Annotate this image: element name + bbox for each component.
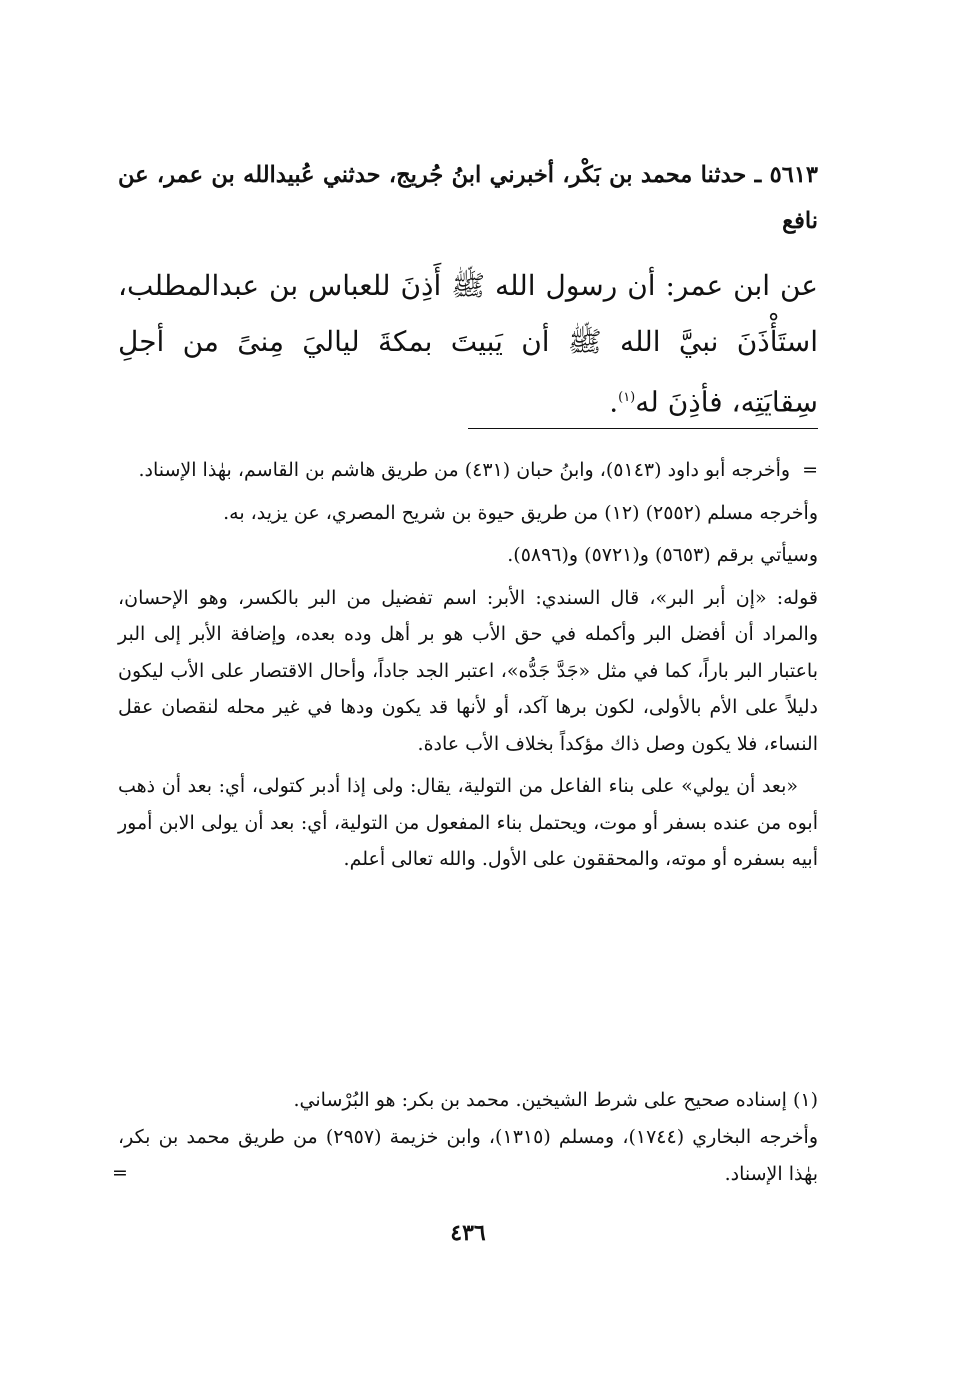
commentary-paragraph: وأخرجه مسلم (٢٥٥٢) (١٢) من طريق حيوة بن شريح المصري، عن يزيد، به. [223,501,818,524]
footnote-item: (١) إسناده صحيح على شرط الشيخين. محمد بن بكر: هو البُرْساني. [293,1089,818,1111]
footnotes [118,1082,818,1193]
matn-text: عن ابن عمر: أن رسول الله ﷺ أَذِنَ للعباس بن عبدالمطلب، استَأْذَنَ نبيَّ الله ﷺ أن يَبيتَ بمكةَ لياليَ مِنىً من أجلِ سِقايَتِه، فأذِنَ له [118,269,818,419]
continuation-mark: = [802,459,818,481]
commentary-paragraph: قوله: «إن أبر البر»، قال السندي: الأبر: اسم تفضيل من البر بالكسر، وهو الإحسان، والمراد أن أفضل البر وأكمله في حق الأب هو بر أهل وده بعده، وإضافة الأبر إلى البر باعتبار البر باراً، كما في مثل «جَدَّ جَدُّه»، اعتبر الجد جاداً، وأحال الاقتصار على الأب ليكون دليلاً على الأم بالأولى، لكون برها آكد، أو لأنها قد يكون ودها في غير محله لنقصان عقل النساء، فلا يكون وصل ذاك مؤكداً بخلاف الأب عادة. [118,586,818,755]
footnote-divider [468,428,818,429]
commentary-paragraph: وسيأتي برقم (٥٦٥٣) و(٥٧٢١) و(٥٨٩٦). [507,544,818,566]
page-number: ٤٣٦ [450,1220,486,1246]
hadith-isnad [118,152,818,244]
matn-end-mark: . [609,385,619,419]
commentary [118,452,818,878]
commentary-text: وأخرجه أبو داود (٥١٤٣)، وابنُ حبان (٤٣١) من طريق هاشم بن القاسم، بهٰذا الإسناد. [138,459,791,481]
footnote-ref[interactable]: (١) [618,390,636,405]
footnote-item: وأخرجه البخاري (١٧٤٤)، ومسلم (١٣١٥)، وابن خزيمة (٢٩٥٧) من طريق محمد بن بكر، بهٰذا الإسناد. [118,1126,818,1185]
page [112,0,818,1373]
commentary-paragraph [118,452,818,489]
isnad-text: ٥٦١٣ ـ حدثنا محمد بن بَكْر، أخبرني ابنُ جُريج، حدثني عُبيدالله بن عمر، عن نافع [118,162,818,234]
hadith-matn [118,258,818,430]
footnote-continuation-mark: = [112,1162,128,1184]
commentary-paragraph: «بعد أن يولي» على بناء الفاعل من التولية، يقال: ولى إذا أدبر كتولى، أي: بعد أن ذهب أبوه من عنده بسفر أو موت، ويحتمل بناء المفعول من التولية، أي: بعد أن يولى الابن أمور أبيه بسفره أو موته، والمحققون على الأول. والله تعالى أعلم. [118,775,818,870]
